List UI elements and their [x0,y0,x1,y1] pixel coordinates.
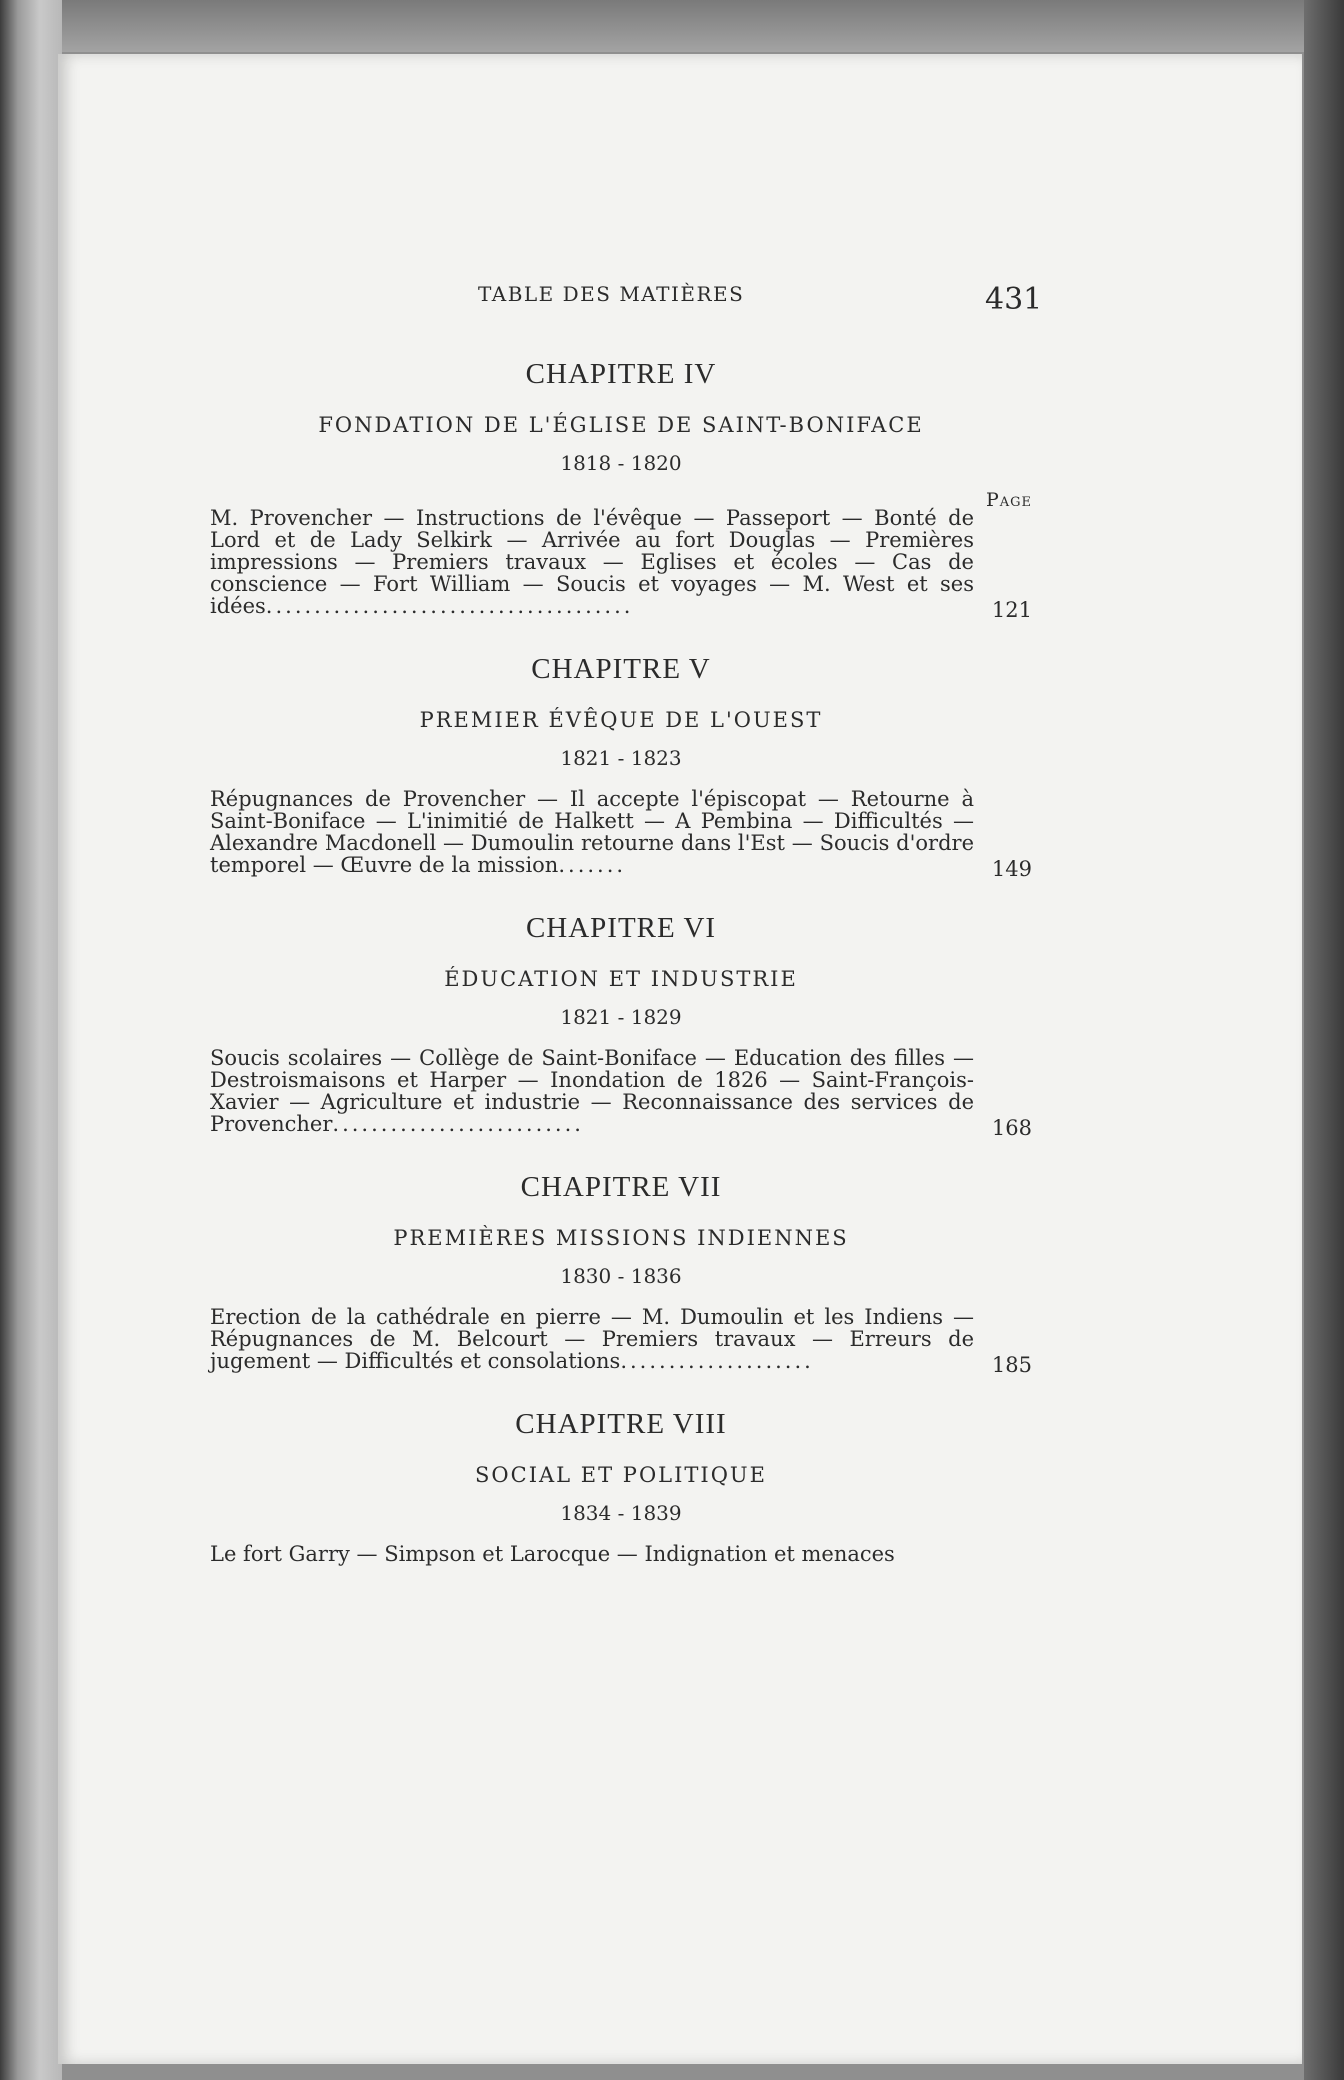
chapter-page-number: 185 [991,1353,1032,1377]
chapter-entry [210,358,1032,622]
chapter-title: CHAPITRE VI [525,912,717,944]
leader-dots: ....... [558,853,627,877]
running-head: TABLE DES MATIÈRES [478,282,745,306]
chapter-subtitle: ÉDUCATION ET INDUSTRIE [444,967,798,991]
chapter-summary [210,787,1032,881]
chapter-page-number: 149 [991,857,1032,881]
chapter-entry [210,1408,1032,1565]
summary-text: Erection de la cathédrale en pierre — M. Dumoulin et les Indiens — Répugnances de M. Belcourt — Premiers travaux — Erreurs de jugement — Difficultés et consolations [210,1305,974,1373]
chapter-dates: 1821 - 1823 [560,746,682,770]
summary-text: Répugnances de Provencher — Il accepte l'épiscopat — Retourne à Saint-Boniface — L'inimitié de Halkett — A Pembina — Difficultés — Alexandre Macdonell — Dumoulin retourne dans l'Est — Soucis d'ordre temporel — Œuvre de la mission [210,787,974,877]
leader-dots: .................... [620,1349,814,1373]
chapter-title: CHAPITRE IV [525,358,717,390]
chapter-subtitle: FONDATION DE L'ÉGLISE DE SAINT-BONIFACE [318,413,924,437]
chapter-dates: 1821 - 1829 [560,1005,682,1029]
page-column-label: Page [985,489,1032,511]
chapter-title: CHAPITRE VII [520,1171,722,1203]
chapter-dates: 1834 - 1839 [560,1501,682,1525]
leader-dots: .......................... [332,1112,584,1136]
chapter-title: CHAPITRE VIII [515,1408,727,1440]
chapter-page-number: 121 [991,598,1032,622]
chapter-summary [210,1543,1032,1565]
chapter-entry [210,912,1032,1140]
scan-background-right [1304,0,1344,2080]
summary-text: Soucis scolaires — Collège de Saint-Boniface — Education des filles — Destroismaisons et Harper — Inondation de 1826 — Saint-François-Xavier — Agriculture et industrie — Reconnaissance des services de Provencher [210,1046,974,1136]
scan-background-left [0,0,62,2080]
summary-text: Le fort Garry — Simpson et Larocque — Indignation et menaces [210,1542,895,1566]
chapter-dates: 1830 - 1836 [560,1264,682,1288]
chapter-entry [210,653,1032,881]
chapter-subtitle: SOCIAL ET POLITIQUE [475,1463,767,1487]
scan-background-top [0,0,1344,52]
chapter-summary [210,1305,1032,1377]
page-number: 431 [985,282,1043,317]
chapter-summary [210,1046,1032,1140]
chapter-subtitle: PREMIÈRES MISSIONS INDIENNES [393,1226,849,1250]
leader-dots: ...................................... [265,594,634,618]
chapter-dates: 1818 - 1820 [560,451,682,475]
chapter-summary [210,506,1032,622]
chapter-entry [210,1171,1032,1377]
table-of-contents [210,358,1032,1601]
summary-text: M. Provencher — Instructions de l'évêque — Passeport — Bonté de Lord et de Lady Selkirk — Arrivée au fort Douglas — Premières impressions — Premiers travaux — Eglises et écoles — Cas de conscience — Fort William — Soucis et voyages — M. West et ses idées [210,506,974,618]
chapter-subtitle: PREMIER ÉVÊQUE DE L'OUEST [419,708,823,732]
chapter-title: CHAPITRE V [531,653,711,685]
chapter-page-number: 168 [991,1116,1032,1140]
